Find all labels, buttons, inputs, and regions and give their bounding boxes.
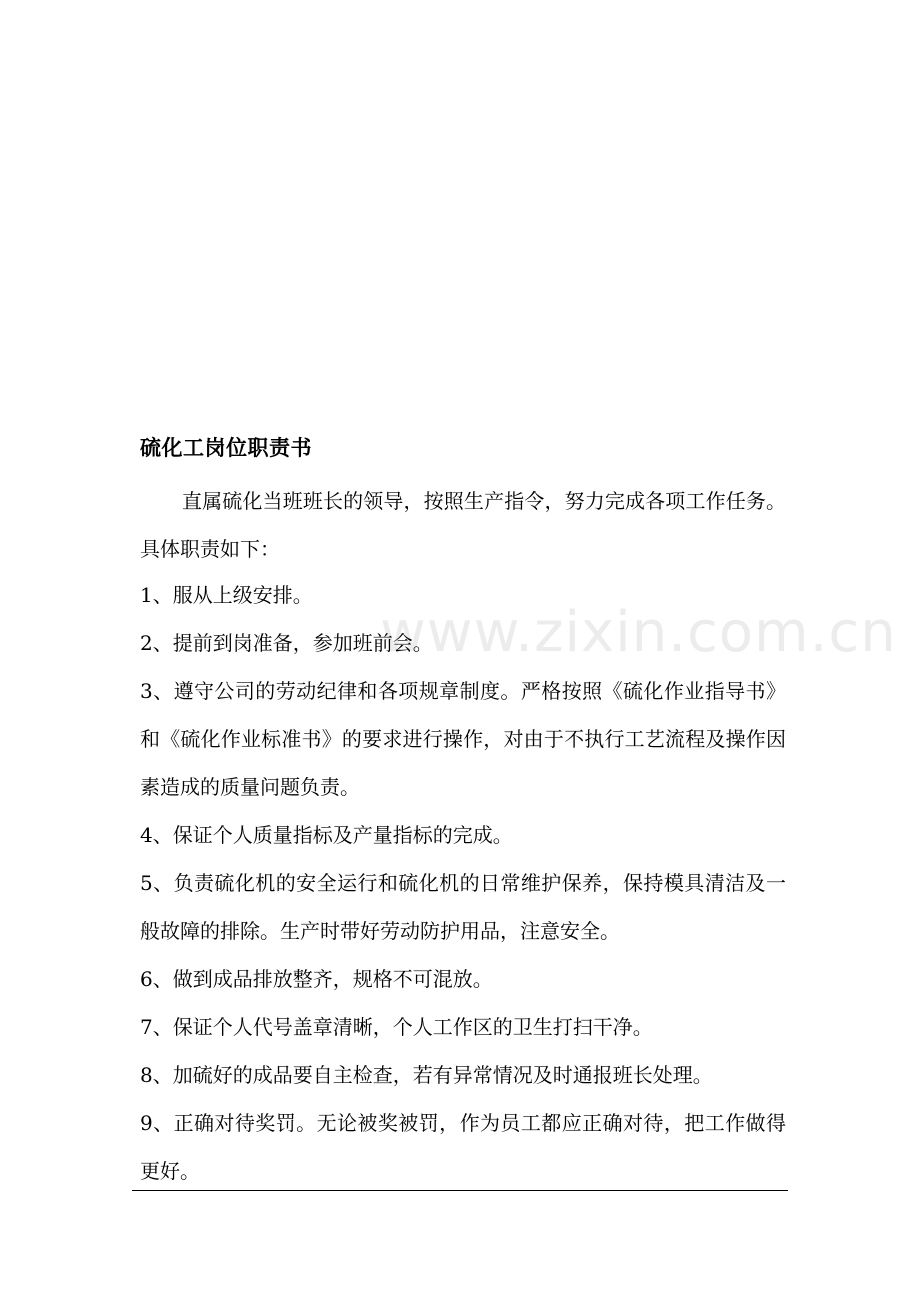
duty-item-6: 6、做到成品排放整齐，规格不可混放。	[140, 967, 493, 991]
duty-item-2: 2、提前到岗准备，参加班前会。	[140, 631, 433, 655]
duty-item-7: 7、保证个人代号盖章清晰，个人工作区的卫生打扫干净。	[140, 1015, 653, 1039]
duty-item-4: 4、保证个人质量指标及产量指标的完成。	[140, 823, 513, 847]
duty-item-9: 9、正确对待奖罚。无论被奖被罚，作为员工都应正确对待，把工作做得更好。	[140, 1111, 786, 1183]
duty-item-8: 8、加硫好的成品要自主检查，若有异常情况及时通报班长处理。	[140, 1063, 713, 1087]
watermark: www.zixin.com.cn	[380, 600, 897, 665]
duty-item-5: 5、负责硫化机的安全运行和硫化机的日常维护保养，保持模具清洁及一般故障的排除。生产时带好劳动防护用品，注意安全。	[140, 871, 786, 943]
footer-divider	[132, 1190, 788, 1191]
document-title: 硫化工岗位职责书	[140, 436, 312, 460]
duty-item-3: 3、遵守公司的劳动纪律和各项规章制度。严格按照《硫化作业指导书》和《硫化作业标准书》的要求进行操作，对由于不执行工艺流程及操作因素造成的质量问题负责。	[140, 679, 786, 799]
intro-paragraph: 直属硫化当班班长的领导，按照生产指令，努力完成各项工作任务。具体职责如下：	[140, 489, 786, 561]
duty-item-1: 1、服从上级安排。	[140, 583, 313, 607]
